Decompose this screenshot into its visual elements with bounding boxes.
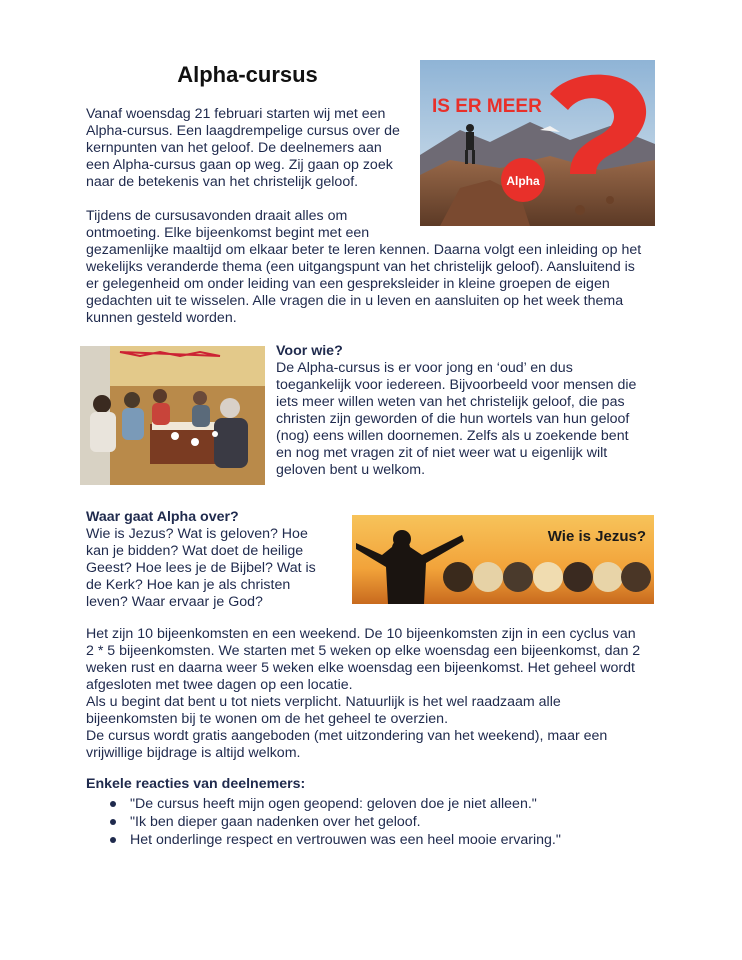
poster-headline: IS ER MEER [432,96,542,117]
evenings-line: kunnen gesteld worden. [86,310,237,326]
evenings-line: Tijdens de cursusavonden draait alles om [86,208,348,224]
list-item: "De cursus heeft mijn ogen geopend: geloven doe je niet alleen." [106,795,561,813]
evenings-paragraph [86,208,641,327]
list-item: "Ik ben dieper gaan nadenken over het geloof. [106,813,561,831]
group-dinner-photo [80,346,265,485]
schedule-line: Het zijn 10 bijeenkomsten en een weekend. De 10 bijeenkomsten zijn in een cyclus van [86,626,636,642]
reactions-heading: Enkele reacties van deelnemers: [86,776,306,792]
voor-wie-line: De Alpha-cursus is er voor jong en ‘oud’ en dus [276,360,573,376]
schedule-line: bijeenkomsten bij te wonen om de het geheel te overzien. [86,711,449,727]
voor-wie-line: christen zijn geworden of die hun wortels van hun geloof [276,411,630,427]
intro-line: naar de betekenis van het christelijk geloof. [86,174,359,190]
is-er-meer-poster [420,60,655,226]
intro-line: Alpha-cursus. Een laagdrempelige cursus over de [86,123,400,139]
list-item: Het onderlinge respect en vertrouwen was een heel mooie ervaring." [106,831,561,849]
intro-line: Vanaf woensdag 21 februari starten wij met een [86,106,386,122]
waar-gaat-section [86,509,316,611]
schedule-line: weken rust en daarna weer 5 weken elke woensdag een bijeenkomst. Het geheel wordt [86,660,635,676]
waar-gaat-line: leven? Waar ervaar je God? [86,594,263,610]
evenings-line: er gelegenheid om onder leiding van een gespreksleider in kleine groepen de eigen [86,276,610,292]
waar-gaat-line: Geest? Hoe lees je de Bijbel? Wat is [86,560,316,576]
intro-paragraph [86,106,400,191]
waar-gaat-line: Wie is Jezus? Wat is geloven? Hoe [86,526,308,542]
voor-wie-line: iets meer willen weten van het christelijk geloof, die pas [276,394,625,410]
voor-wie-line: geloven bent u welkom. [276,462,426,478]
alpha-badge-text: Alpha [506,174,540,188]
evenings-line: gezamenlijke maaltijd om elkaar beter te leren kennen. Daarna volgt een inleiding op het [86,242,642,258]
voor-wie-heading: Voor wie? [276,343,343,359]
evenings-line: gedachten uit te wisselen. Alle vragen die in u leven en aansluiten op het week thema [86,293,624,309]
waar-gaat-line: de Kerk? Hoe kan je als christen [86,577,291,593]
voor-wie-line: (nog) eens willen doornemen. Zelfs als u zoekende bent [276,428,629,444]
waar-gaat-heading: Waar gaat Alpha over? [86,509,239,525]
voor-wie-line: toegankelijk voor iedereen. Bijvoorbeeld voor mensen die [276,377,637,393]
evenings-line: wekelijks veranderde thema (een uitgangspunt van het christelijk geloof). Aansluitend is [86,259,635,275]
intro-line: een Alpha-cursus gaan op weg. Zij gaan op zoek [86,157,393,173]
reactions-list [106,795,561,849]
voor-wie-section [276,343,636,479]
schedule-line: Als u begint dat bent u tot niets verplicht. Natuurlijk is het wel raadzaam alle [86,694,561,710]
wie-is-jezus-banner [352,515,654,604]
page-title: Alpha-cursus [177,62,318,87]
intro-line: kernpunten van het geloof. De deelnemers aan [86,140,382,156]
schedule-line: De cursus wordt gratis aangeboden (met uitzondering van het weekend), maar een [86,728,608,744]
evenings-line: ontmoeting. Elke bijeenkomst begint met een [86,225,370,241]
voor-wie-line: en nog met vragen zit of niet weer wat u eigenlijk wilt [276,445,608,461]
schedule-line: vrijwillige bijdrage is altijd welkom. [86,745,301,761]
banner-title: Wie is Jezus? [547,528,646,545]
schedule-line: 2 * 5 bijeenkomsten. We starten met 5 weken op elke woensdag een bijeenkomst, dan 2 [86,643,641,659]
schedule-line: afgesloten met twee dagen op een locatie. [86,677,353,693]
schedule-paragraph [86,626,640,762]
waar-gaat-line: kan je bidden? Wat doet de heilige [86,543,304,559]
